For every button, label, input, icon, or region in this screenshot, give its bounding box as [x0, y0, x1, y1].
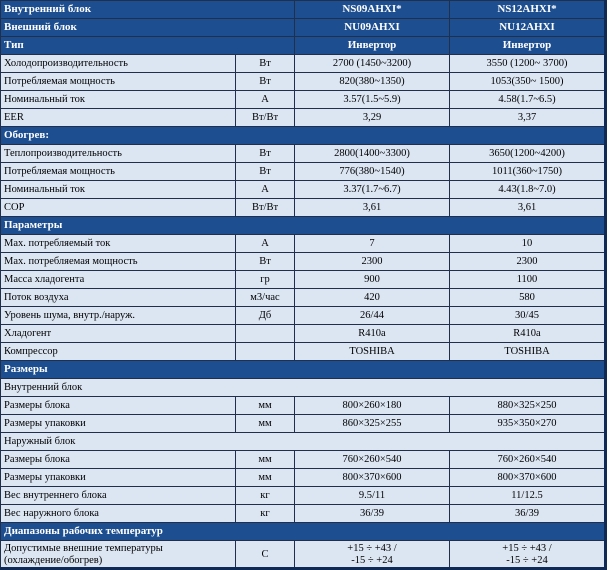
- table-shadow-right: [604, 0, 607, 570]
- row-label: Номинальный ток: [1, 91, 236, 109]
- row-value-2: 10: [450, 235, 605, 253]
- table-row: [1, 307, 605, 325]
- section-heating-header: [1, 127, 605, 145]
- section-title: Обогрев:: [1, 127, 605, 145]
- subsection-title: Внутренний блок: [1, 379, 605, 397]
- table-row: [1, 55, 605, 73]
- table-row: [1, 109, 605, 127]
- row-value-1: 420: [295, 289, 450, 307]
- table-row: [1, 505, 605, 523]
- section-params-header: [1, 217, 605, 235]
- row-value-2: 3650(1200~4200): [450, 145, 605, 163]
- row-value-2: 4.43(1.8~7.0): [450, 181, 605, 199]
- value-2-line2: -15 ÷ +24: [506, 555, 548, 566]
- row-value-2: 1053(350~ 1500): [450, 73, 605, 91]
- table-row: [1, 163, 605, 181]
- row-value-1: 3.37(1.7~6.7): [295, 181, 450, 199]
- row-unit: Вт: [236, 73, 295, 91]
- row-unit: А: [236, 235, 295, 253]
- row-value-2: [450, 541, 605, 570]
- row-unit: Вт: [236, 253, 295, 271]
- row-value-1: 2800(1400~3300): [295, 145, 450, 163]
- section-title: Диапазоны рабочих температур: [1, 523, 605, 541]
- row-label: Размеры блока: [1, 397, 236, 415]
- row-label: Размеры упаковки: [1, 415, 236, 433]
- section-title: Размеры: [1, 361, 605, 379]
- row-label: Хладогент: [1, 325, 236, 343]
- table-row: [1, 541, 605, 570]
- table-row: [1, 271, 605, 289]
- row-label: EER: [1, 109, 236, 127]
- row-value-1: 3,61: [295, 199, 450, 217]
- row-label: COP: [1, 199, 236, 217]
- row-unit: Вт/Вт: [236, 199, 295, 217]
- value-1-line1: +15 ÷ +43 /: [347, 543, 397, 554]
- row-label-line2: (охлаждение/обогрев): [4, 555, 103, 566]
- table-row: [1, 253, 605, 271]
- table-row: [1, 325, 605, 343]
- row-label: Уровень шума, внутр./наруж.: [1, 307, 236, 325]
- table-row: [1, 91, 605, 109]
- row-label: Поток воздуха: [1, 289, 236, 307]
- row-label: Холодопроизводительность: [1, 55, 236, 73]
- header-outdoor-model-1: NU09AHXI: [295, 19, 450, 37]
- header-row-outdoor: [1, 19, 605, 37]
- row-value-1: 760×260×540: [295, 451, 450, 469]
- row-label: Потребляемая мощность: [1, 163, 236, 181]
- row-value-2: 4.58(1.7~6.5): [450, 91, 605, 109]
- row-value-2: 2300: [450, 253, 605, 271]
- table-row: [1, 73, 605, 91]
- row-value-2: R410a: [450, 325, 605, 343]
- row-unit: С: [236, 541, 295, 570]
- row-value-1: 900: [295, 271, 450, 289]
- row-value-1: 9.5/11: [295, 487, 450, 505]
- row-value-1: R410a: [295, 325, 450, 343]
- row-unit: гр: [236, 271, 295, 289]
- row-value-1: 3,29: [295, 109, 450, 127]
- row-value-1: 800×370×600: [295, 469, 450, 487]
- table-row: [1, 397, 605, 415]
- header-type-1: Инвертор: [295, 37, 450, 55]
- row-unit: [236, 343, 295, 361]
- row-value-2: 880×325×250: [450, 397, 605, 415]
- row-label: Потребляемая мощность: [1, 73, 236, 91]
- row-unit: кг: [236, 487, 295, 505]
- row-label: Теплопроизводительность: [1, 145, 236, 163]
- row-label: Номинальный ток: [1, 181, 236, 199]
- row-value-1: 820(380~1350): [295, 73, 450, 91]
- section-sizes-header: [1, 361, 605, 379]
- row-value-2: 11/12.5: [450, 487, 605, 505]
- row-value-1: 3.57(1.5~5.9): [295, 91, 450, 109]
- table-row: [1, 487, 605, 505]
- header-outdoor-model-2: NU12AHXI: [450, 19, 605, 37]
- row-value-1: TOSHIBA: [295, 343, 450, 361]
- table-row: [1, 235, 605, 253]
- row-value-1: 2300: [295, 253, 450, 271]
- table-row: [1, 181, 605, 199]
- table-row: [1, 451, 605, 469]
- row-value-2: 30/45: [450, 307, 605, 325]
- row-value-2: 3550 (1200~ 3700): [450, 55, 605, 73]
- header-indoor-label: Внутренний блок: [1, 1, 295, 19]
- row-label: Вес наружного блока: [1, 505, 236, 523]
- header-row-indoor: [1, 1, 605, 19]
- row-value-1: 776(380~1540): [295, 163, 450, 181]
- header-row-type: [1, 37, 605, 55]
- row-unit: мм: [236, 415, 295, 433]
- row-label-line1: Допустимые внешние температуры: [4, 543, 163, 554]
- table-row: [1, 469, 605, 487]
- value-1-line2: -15 ÷ +24: [351, 555, 393, 566]
- row-value-2: TOSHIBA: [450, 343, 605, 361]
- table-row: [1, 145, 605, 163]
- row-unit: м3/час: [236, 289, 295, 307]
- row-value-2: 1100: [450, 271, 605, 289]
- row-value-2: 3,61: [450, 199, 605, 217]
- row-value-1: 860×325×255: [295, 415, 450, 433]
- row-unit: кг: [236, 505, 295, 523]
- subsection-outdoor: [1, 433, 605, 451]
- row-unit: А: [236, 91, 295, 109]
- table-row: [1, 199, 605, 217]
- row-label: Мах. потребляемый ток: [1, 235, 236, 253]
- header-type-label: Тип: [1, 37, 295, 55]
- row-value-1: 7: [295, 235, 450, 253]
- row-value-2: 36/39: [450, 505, 605, 523]
- row-value-1: [295, 541, 450, 570]
- row-value-2: 935×350×270: [450, 415, 605, 433]
- row-label: Размеры блока: [1, 451, 236, 469]
- header-type-2: Инвертор: [450, 37, 605, 55]
- section-title: Параметры: [1, 217, 605, 235]
- row-unit: Вт/Вт: [236, 109, 295, 127]
- header-indoor-model-2: NS12AHXI*: [450, 1, 605, 19]
- header-outdoor-label: Внешний блок: [1, 19, 295, 37]
- value-2-line1: +15 ÷ +43 /: [502, 543, 552, 554]
- row-label: Вес внутреннего блока: [1, 487, 236, 505]
- row-value-2: 760×260×540: [450, 451, 605, 469]
- row-value-2: 800×370×600: [450, 469, 605, 487]
- row-unit: Вт: [236, 163, 295, 181]
- row-value-2: 1011(360~1750): [450, 163, 605, 181]
- row-unit: Вт: [236, 145, 295, 163]
- row-unit: А: [236, 181, 295, 199]
- row-label: Компрессор: [1, 343, 236, 361]
- row-value-2: 580: [450, 289, 605, 307]
- row-unit: мм: [236, 469, 295, 487]
- subsection-title: Наружный блок: [1, 433, 605, 451]
- header-indoor-model-1: NS09AHXI*: [295, 1, 450, 19]
- row-label: Мах. потребляемая мощность: [1, 253, 236, 271]
- row-unit: мм: [236, 451, 295, 469]
- section-temp-header: [1, 523, 605, 541]
- row-unit: [236, 325, 295, 343]
- table-row: [1, 415, 605, 433]
- row-label: Масса хладогента: [1, 271, 236, 289]
- row-unit: Дб: [236, 307, 295, 325]
- table-row: [1, 289, 605, 307]
- row-unit: мм: [236, 397, 295, 415]
- row-unit: Вт: [236, 55, 295, 73]
- row-label: Размеры упаковки: [1, 469, 236, 487]
- row-value-1: 26/44: [295, 307, 450, 325]
- row-label: [1, 541, 236, 570]
- row-value-1: 800×260×180: [295, 397, 450, 415]
- row-value-2: 3,37: [450, 109, 605, 127]
- row-value-1: 2700 (1450~3200): [295, 55, 450, 73]
- subsection-indoor: [1, 379, 605, 397]
- table-row: [1, 343, 605, 361]
- row-value-1: 36/39: [295, 505, 450, 523]
